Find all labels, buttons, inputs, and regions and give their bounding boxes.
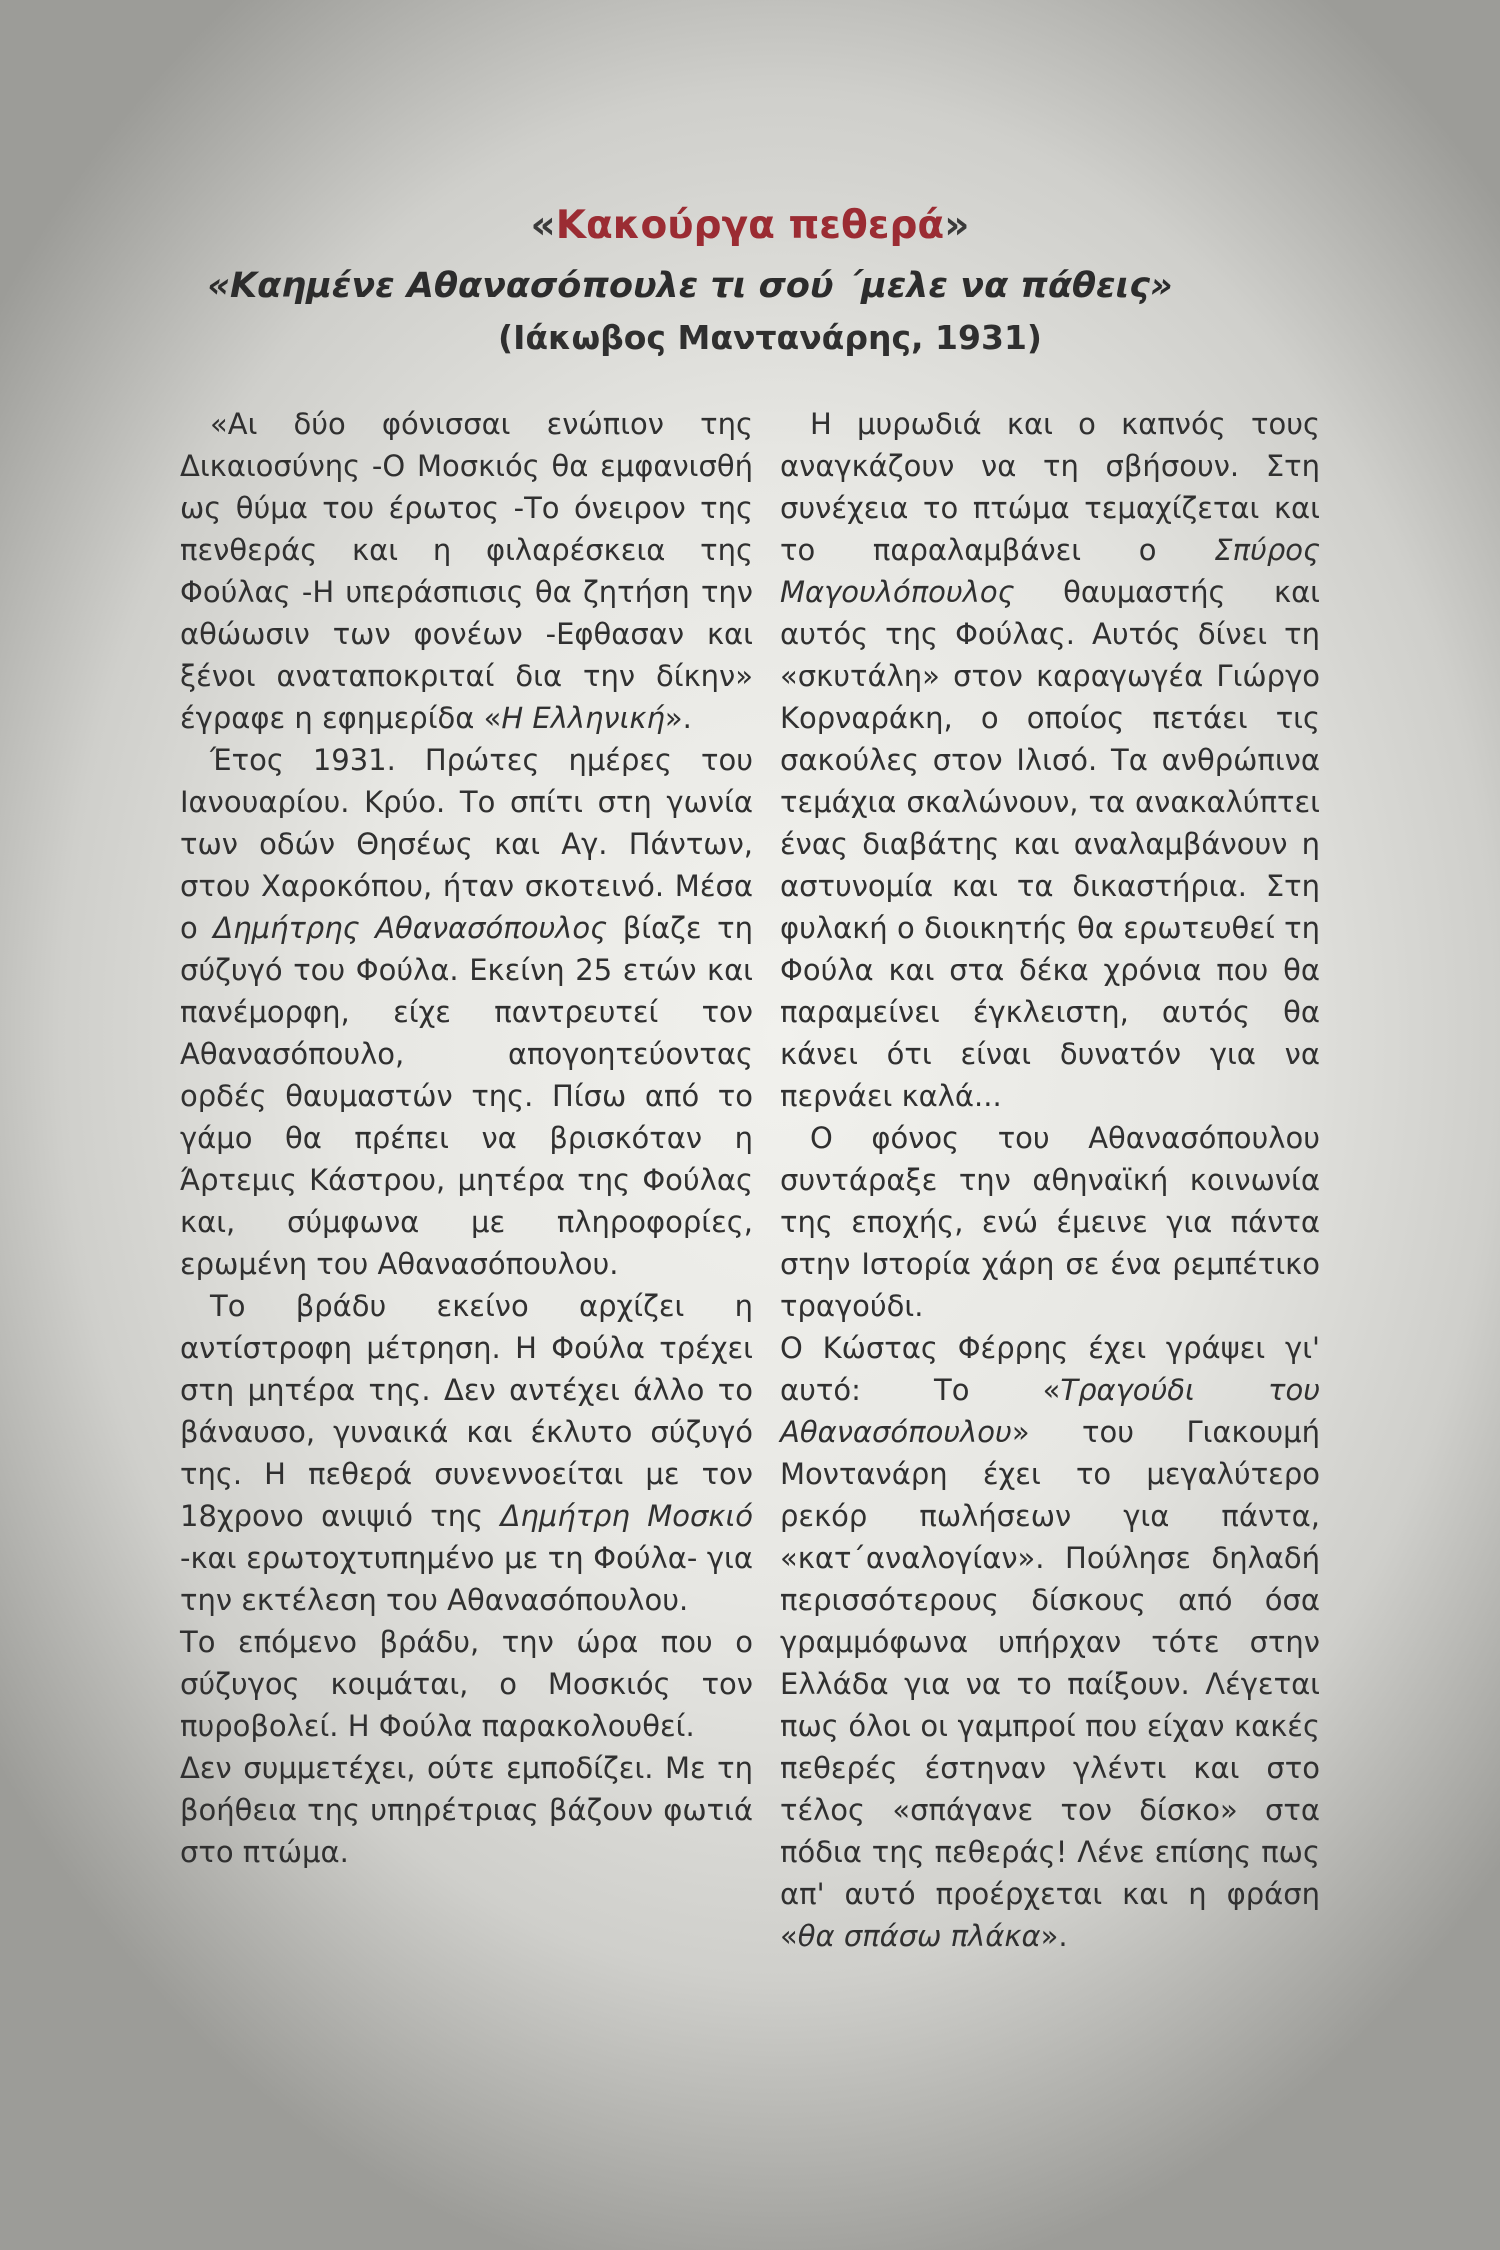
right-text-column: [780, 403, 1320, 1957]
right-paragraph-3: [780, 1327, 1320, 1957]
left-paragraph-5: Δεν συμμετέχει, ούτε εμποδίζει. Με τη βοήθεια της υπηρέτριας βάζουν φωτιά στο πτώμα.: [180, 1751, 753, 1869]
left-text-column: [180, 403, 753, 1873]
text-run: » του Γιακουμή Μοντανάρη έχει το μεγαλύτερο ρεκόρ πωλήσεων για πάντα, «κατ΄αναλογίαν». Πούλησε δηλαδή περισσότερους δίσκους από όσα γραμμόφωνα υπήρχαν τότε στην Ελλάδα για να το παίξουν. Λέγεται πως όλοι οι γαμπροί που είχαν κακές πεθερές έστηναν γλέντι και στο τέλος «σπάγανε τον δίσκο» στα πόδια της πεθεράς! Λένε επίσης πως απ' αυτό προέρχεται και η φράση «: [780, 1415, 1320, 1953]
text-run: Ο Κώστας Φέρρης έχει γράψει γι' αυτό: Το «: [780, 1331, 1320, 1407]
text-run: Έτος 1931. Πρώτες ημέρες του Ιανουαρίου. Κρύο. Το σπίτι στη γωνία των οδών Θησέως και Αγ. Πάντων, στου Χαροκόπου, ήταν σκοτεινό. Μέσα ο: [180, 743, 753, 945]
person-name: Σπύρος Μαγουλόπουλος: [780, 533, 1320, 609]
panel-byline: (Ιάκωβος Μαντανάρης, 1931): [497, 318, 1042, 357]
text-run: Η μυρωδιά και ο καπνός τους αναγκάζουν να τη σβήσουν. Στη συνέχεια το πτώμα τεμαχίζεται και το παραλαμβάνει ο: [780, 407, 1320, 567]
right-paragraph-2: Ο φόνος του Αθανασόπουλου συντάραξε την αθηναϊκή κοινωνία της εποχής, ενώ έμεινε για πάντα στην Ιστορία χάρη σε ένα ρεμπέτικο τραγούδι.: [780, 1121, 1320, 1323]
title-open-quote: «: [530, 203, 556, 248]
text-run: βίαζε τη σύζυγό του Φούλα. Εκείνη 25 ετών και πανέμορφη, είχε παντρευτεί τον Αθανασόπουλο, απογοητεύοντας ορδές θαυμαστών της. Πίσω από το γάμο θα πρέπει να βρισκόταν η Άρτεμις Κάστρου, μητέρα της Φούλας και, σύμφωνα με πληροφορίες, ερωμένη του Αθανασόπουλου.: [180, 911, 753, 1281]
text-run: θαυμαστής και αυτός της Φούλας. Αυτός δίνει τη «σκυτάλη» στον καραγωγέα Γιώργο Κορναράκη, ο οποίος πετάει τις σακούλες στον Ιλισό. Τα ανθρώπινα τεμάχια σκαλώνουν, τα ανακαλύπτει ένας διαβάτης και αναλαμβάνουν η αστυνομία και τα δικαστήρια. Στη φυλακή ο διοικητής θα ερωτευθεί τη Φούλα και στα δέκα χρόνια που θα παραμείνει έγκλειστη, αυτός θα κάνει ότι είναι δυνατόν για να περνάει καλά...: [780, 575, 1320, 1113]
left-paragraph-1: [180, 403, 753, 739]
person-name: Δημήτρη Μοσκιό: [500, 1499, 754, 1533]
title-close-quote: »: [944, 203, 970, 248]
text-run: ».: [664, 701, 692, 735]
text-run: ».: [1040, 1919, 1068, 1953]
person-name: Δημήτρης Αθανασόπουλος: [213, 911, 608, 945]
panel-subtitle: «Καημένε Αθανασόπουλε τι σού ΄μελε να πάθεις»: [207, 266, 1173, 306]
song-title: Τραγούδι του Αθανασόπουλου: [780, 1373, 1320, 1449]
newspaper-name: Η Ελληνική: [501, 701, 665, 735]
left-paragraph-4: Το επόμενο βράδυ, την ώρα που ο σύζυγος κοιμάται, ο Μοσκιός τον πυροβολεί. Η Φούλα παρακολουθεί.: [180, 1625, 753, 1743]
text-run: -και ερωτοχτυπημένο με τη Φούλα- για την εκτέλεση του Αθανασόπουλου.: [180, 1541, 753, 1617]
left-paragraph-2: [180, 739, 753, 1285]
right-paragraph-1: [780, 403, 1320, 1117]
text-run: «Αι δύο φόνισσαι ενώπιον της Δικαιοσύνης -Ο Μοσκιός θα εμφανισθή ως θύμα του έρωτος -Το όνειρον της πενθεράς και η φιλαρέσκεια της Φούλας -Η υπεράσπισις θα ζητήση την αθώωσιν των φονέων -Εφθασαν και ξένοι αναταποκριταί δια την δίκην» έγραφε η εφημερίδα «: [180, 407, 753, 735]
title-text: Κακούργα πεθερά: [555, 203, 945, 248]
phrase: θα σπάσω πλάκα: [797, 1919, 1041, 1953]
panel-title: [100, 203, 1400, 248]
left-paragraph-3: [180, 1285, 753, 1621]
text-run: Το βράδυ εκείνο αρχίζει η αντίστροφη μέτρηση. Η Φούλα τρέχει στη μητέρα της. Δεν αντέχει άλλο το βάναυσο, γυναικά και έκλυτο σύζυγό της. Η πεθερά συνεννοείται με τον 18χρονο ανιψιό της: [180, 1289, 753, 1533]
